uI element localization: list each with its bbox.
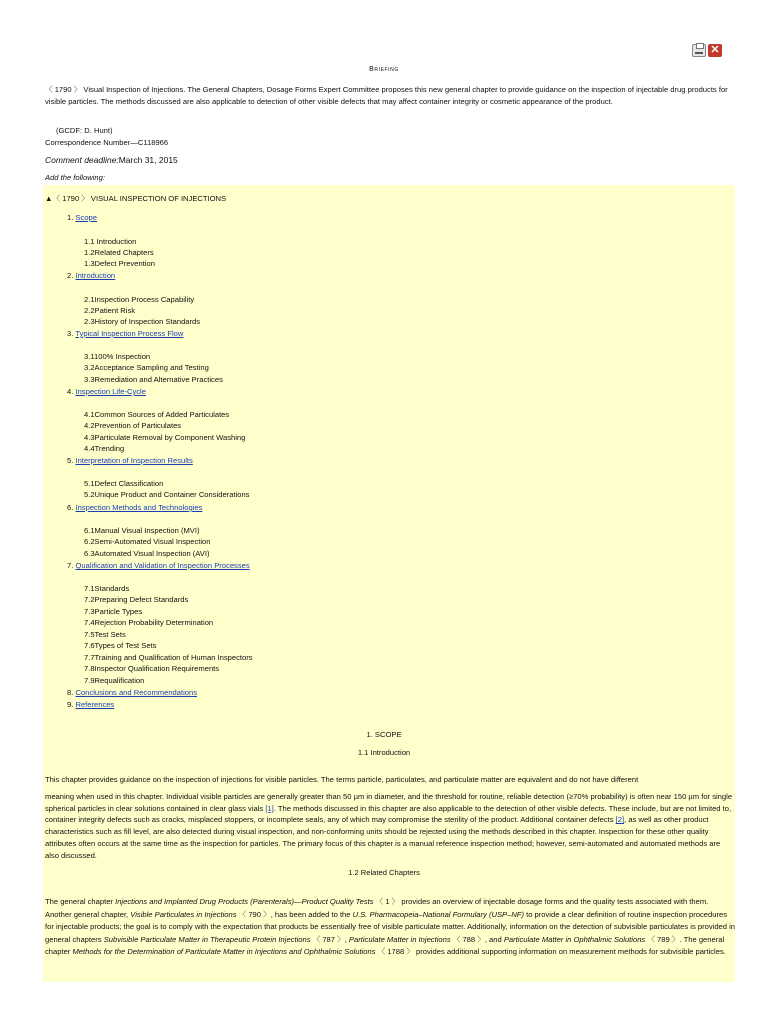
text-run: The general chapter (45, 897, 116, 906)
text-run: 〈 790 〉, has been added to the (236, 909, 353, 919)
toc-item: 7.9Requalification (84, 676, 145, 685)
toc-link-references[interactable]: References (75, 700, 115, 709)
toc-section-2 (67, 271, 115, 280)
toc-item: 2.3History of Inspection Standards (84, 317, 201, 326)
toc-section-8 (67, 688, 197, 697)
toc-section-5 (67, 456, 193, 465)
toc-link-scope[interactable]: Scope (75, 213, 98, 222)
toc-item: 7.6Types of Test Sets (84, 641, 157, 650)
toc-item: 1.1 Introduction (84, 237, 137, 246)
intro-paragraph (45, 791, 735, 861)
chapter-title-ref: Injections and Implanted Drug Products (Parenterals)—Product Quality Tests (115, 897, 374, 906)
toc-section-1 (67, 213, 97, 222)
text-run: to provide a clear definition of routine inspection procedures for injectable products; the goal is to comply with the expectation that products be essentially free of visible particulate matter. Additionally, information on the detection of subvisible particulates is provided in general chapters (45, 909, 736, 944)
toc-link-process-flow[interactable]: Typical Inspection Process Flow (75, 329, 184, 338)
toolbar (692, 44, 722, 57)
toc-link-qualification[interactable]: Qualification and Validation of Inspection Processes (75, 561, 250, 570)
toc-item: 4.2Prevention of Particulates (84, 421, 182, 430)
toc-item: 7.4Rejection Probability Determination (84, 618, 214, 627)
toc-link-conclusions[interactable]: Conclusions and Recommendations (75, 688, 198, 697)
toc-item: 7.8Inspector Qualification Requirements (84, 664, 220, 673)
toc-item: 3.3Remediation and Alternative Practices (84, 375, 223, 384)
toc-section-9 (67, 700, 114, 709)
text-run: 〈 787 〉, (310, 934, 349, 944)
proposed-text-highlight (43, 185, 735, 982)
toc-item: 7.2Preparing Defect Standards (84, 595, 189, 604)
text-run: meaning when used in this chapter. Individual visible particles are generally greater than 50 µm in diameter, and the threshold for routine, reliable detection (≥70% probability) is often near 150 µm for single spherical particles in clear solutions contained in clear glass vials (45, 792, 733, 813)
toc-link-life-cycle[interactable]: Inspection Life-Cycle (75, 387, 146, 396)
toc-number: 7. (67, 561, 74, 570)
text-run: associated with them. Another general chapter, (45, 897, 709, 919)
toc-item: 3.2Acceptance Sampling and Testing (84, 363, 209, 372)
toc-item: 7.5Test Sets (84, 630, 126, 639)
toc-link-interpretation[interactable]: Interpretation of Inspection Results (75, 456, 193, 465)
toc-item: 6.3Automated Visual Inspection (AVI) (84, 549, 210, 558)
toc-item: 5.1Defect Classification (84, 479, 164, 488)
toc-section-6 (67, 503, 202, 512)
toc-number: 3. (67, 329, 74, 338)
toc-item: 6.2Semi-Automated Visual Inspection (84, 537, 211, 546)
toc-item: 3.1100% Inspection (84, 352, 151, 361)
chapter-title-ref: Particulate Matter in Injections (348, 934, 451, 944)
text-run: 〈 789 〉. The general chapter (45, 934, 725, 957)
deadline-label: Comment deadline: (45, 155, 119, 165)
toc-section-7 (67, 561, 250, 570)
toc-item: 2.2Patient Risk (84, 306, 136, 315)
text-run: . The methods discussed in this chapter are also applicable to the detection of other visible defects. These include, but are not limited to, container integrity defects such as cracks, misplaced stoppers, or incomplete seals, any of which may compromise the sterility of the product. Additional container defects (45, 803, 732, 825)
deadline-value: March 31, 2015 (118, 155, 178, 165)
toc-item: 4.4Trending (84, 444, 125, 453)
reference-link-2[interactable]: [2] (615, 815, 625, 825)
gcdf-line: (GCDF: D. Hunt) (56, 126, 113, 135)
printer-icon[interactable] (692, 44, 706, 57)
toc-link-introduction[interactable]: Introduction (75, 271, 116, 280)
toc-link-methods[interactable]: Inspection Methods and Technologies (75, 503, 203, 512)
chapter-title-ref: Methods for the Determination of Particulate Matter in Injections and Ophthalmic Solutions (72, 947, 376, 957)
chapter-title-ref: Subvisible Particulate Matter in Therapeutic Protein Injections (103, 934, 311, 944)
text-run: 〈 1 〉 provides an overview of injectable dosage forms and the quality tests (373, 897, 634, 906)
related-chapters-heading: 1.2 Related Chapters (348, 868, 420, 877)
toc-item: 4.1Common Sources of Added Particulates (84, 410, 230, 419)
toc-section-3 (67, 329, 183, 338)
reference-link-1[interactable]: [1] (265, 803, 274, 813)
correspondence-number: Correspondence Number—C118966 (45, 138, 169, 147)
toc-number: 4. (67, 387, 74, 396)
related-chapters-paragraph (45, 896, 735, 959)
intro-paragraph-line1: This chapter provides guidance on the inspection of injections for visible particles. The terms particle, particulates, and particulate matter are equivalent and do not have different (45, 775, 639, 784)
toc-item: 6.1Manual Visual Inspection (MVI) (84, 526, 200, 535)
introduction-heading: 1.1 Introduction (357, 748, 411, 757)
chapter-title: ▲〈 1790 〉 VISUAL INSPECTION OF INJECTIONS (45, 194, 227, 203)
toc-item: 7.3Particle Types (84, 607, 143, 616)
toc-item: 1.3Defect Prevention (84, 259, 155, 268)
add-following: Add the following: (45, 173, 105, 182)
comment-deadline (45, 155, 178, 165)
text-run: , as well as other product characteristics such as fill level, are also detected during visual inspection, and non-conforming units should be rejected using the methods described in this chapter. Inspection for these other quality attributes often occurs at the same time as the inspection for particles. The primary focus of this chapter is a manual reference inspection method; however, semi-automated and automated methods are also discussed. (45, 815, 721, 860)
toc-number: 1. (67, 213, 74, 222)
toc-item: 5.2Unique Product and Container Considerations (84, 490, 250, 499)
toc-number: 9. (67, 700, 74, 709)
chapter-title-ref: Visible Particulates in Injections (130, 909, 237, 919)
toc-number: 8. (67, 688, 74, 697)
toc-section-4 (67, 387, 146, 396)
briefing-heading: Briefing (369, 66, 399, 73)
chapter-title-ref: Particulate Matter in Ophthalmic Solutions (503, 934, 646, 944)
scope-heading: 1. SCOPE (366, 730, 402, 739)
toc-item: 7.1Standards (84, 584, 130, 593)
text-run: 〈 1788 〉 provides additional supporting information on measurement methods for subvisible particles. (375, 947, 726, 957)
toc-item: 4.3Particulate Removal by Component Washing (84, 433, 246, 442)
toc-item: 1.2Related Chapters (84, 248, 154, 257)
toc-item: 7.7Training and Qualification of Human Inspectors (84, 653, 253, 662)
close-icon[interactable]: ✕ (708, 44, 722, 57)
toc-number: 6. (67, 503, 74, 512)
compendium-ref: U.S. Pharmacopeia–National Formulary (USP–NF) (352, 909, 524, 919)
toc-item: 2.1Inspection Process Capability (84, 295, 195, 304)
toc-number: 2. (67, 271, 74, 280)
briefing-text: 〈 1790 〉 Visual Inspection of Injections. The General Chapters, Dosage Forms Expert Committee proposes this new general chapter to provide guidance on the inspection of injectable drug products for visible particles. The methods discussed are also applicable to detection of other visible defects that may affect container integrity or cosmetic appearance of the product. (45, 85, 728, 106)
text-run: 〈 788 〉, and (450, 934, 504, 944)
toc-number: 5. (67, 456, 74, 465)
